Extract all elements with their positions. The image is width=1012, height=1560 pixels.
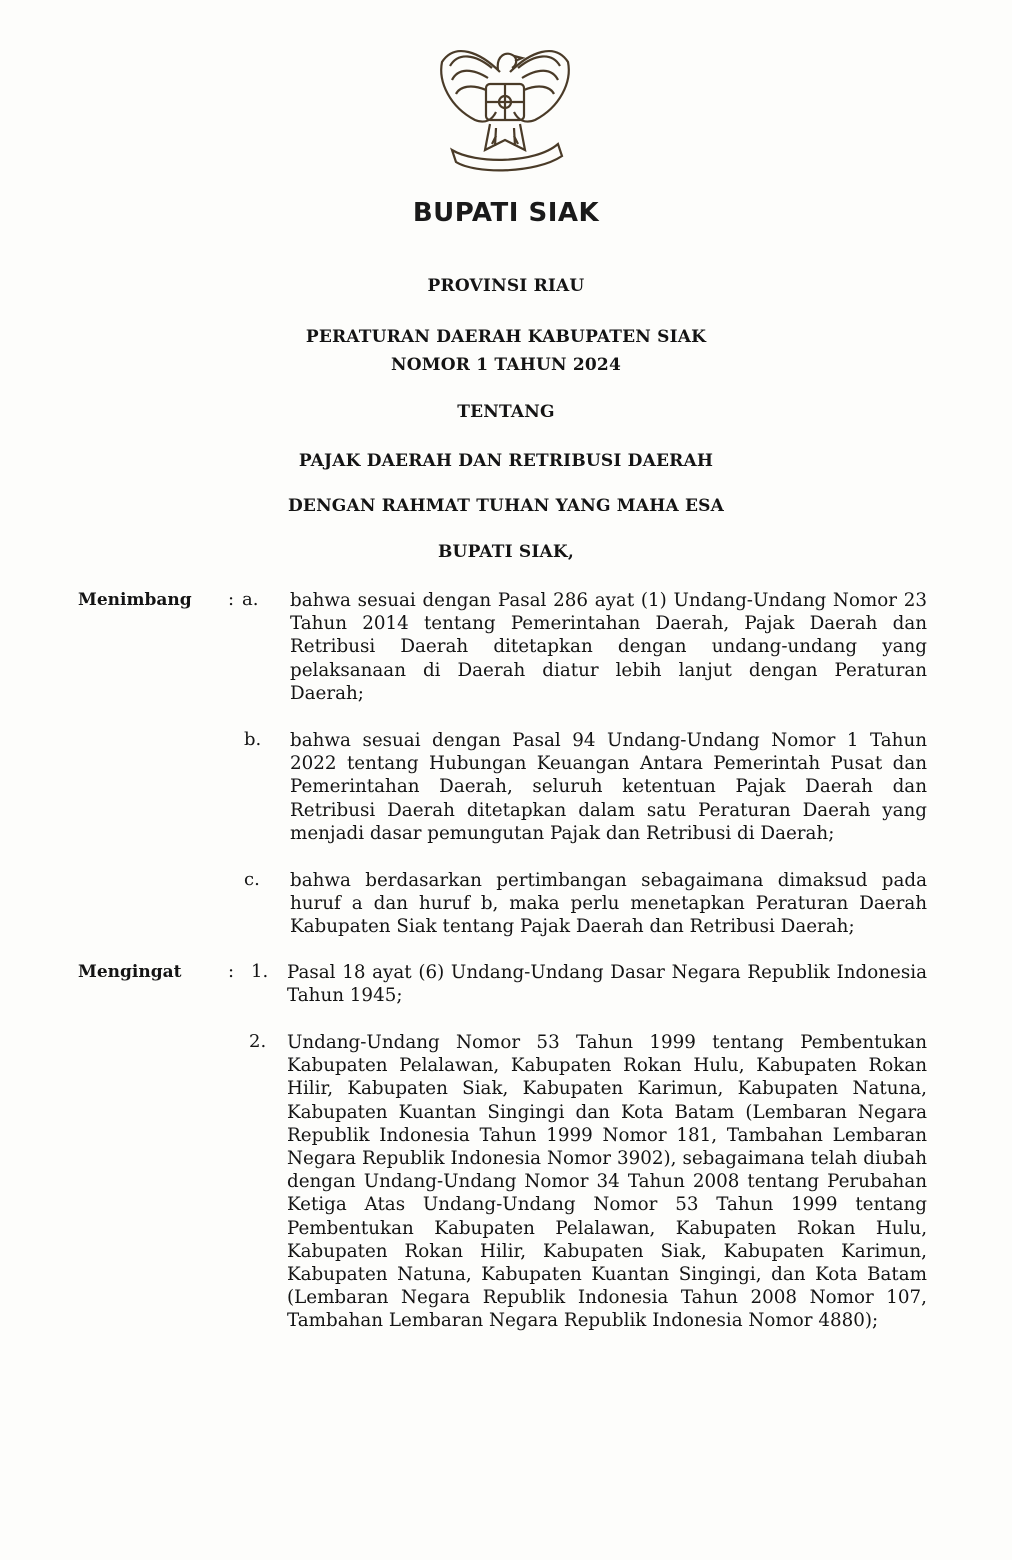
issuer-heading: BUPATI SIAK, bbox=[437, 542, 575, 562]
subject-heading: PAJAK DAERAH DAN RETRIBUSI DAERAH bbox=[298, 451, 714, 471]
mengingat-colon: : bbox=[228, 961, 235, 982]
menimbang-marker-a: a. bbox=[242, 589, 259, 610]
menimbang-item-b: bahwa sesuai dengan Pasal 94 Undang-Undang Nomor 1 Tahun 2022 tentang Hubungan Keuangan Antara Pemerintah Pusat dan Pemerintahan Daerah, seluruh ketentuan Pajak Daerah dan Retribusi Daerah ditetapkan dalam satu Peraturan Daerah yang menjadi dasar pemungutan Pajak dan Retribusi di Daerah; bbox=[290, 730, 927, 844]
menimbang-label: Menimbang bbox=[78, 590, 192, 610]
mengingat-item-2: Undang-Undang Nomor 53 Tahun 1999 tentang Pembentukan Kabupaten Pelalawan, Kabupaten Rokan Hulu, Kabupaten Rokan Hilir, Kabupaten Siak, Kabupaten Karimun, Kabupaten Natuna, Kabupaten Kuantan Singingi dan Kota Batam (Lembaran Negara Republik Indonesia Tahun 1999 Nomor 181, Tambahan Lembaran Negara Republik Indonesia Nomor 3902), sebagaimana telah diubah dengan Undang-Undang Nomor 34 Tahun 2008 tentang Perubahan Ketiga Atas Undang-Undang Nomor 53 Tahun 1999 tentang Pembentukan Kabupaten Pelalawan, Kabupaten Rokan Hulu, Kabupaten Rokan Hilir, Kabupaten Siak, Kabupaten Karimun, Kabupaten Natuna, Kabupaten Kuantan Singingi, dan Kota Batam (Lembaran Negara Republik Indonesia Tahun 2008 Nomor 107, Tambahan Lembaran Negara Republik Indonesia Nomor 4880); bbox=[287, 1032, 927, 1332]
document-title: BUPATI SIAK bbox=[412, 198, 600, 228]
menimbang-marker-b: b. bbox=[244, 729, 262, 750]
mengingat-marker-1: 1. bbox=[251, 961, 269, 982]
regulation-line-1: PERATURAN DAERAH KABUPATEN SIAK bbox=[305, 327, 707, 347]
garuda-emblem-icon bbox=[430, 32, 580, 182]
menimbang-item-a: bahwa sesuai dengan Pasal 286 ayat (1) Undang-Undang Nomor 23 Tahun 2014 tentang Pemerintahan Daerah, Pajak Daerah dan Retribusi Daerah ditetapkan dengan undang-undang yang pelaksanaan di Daerah diatur lebih lanjut dengan Peraturan Daerah; bbox=[290, 590, 927, 704]
regulation-line-2: NOMOR 1 TAHUN 2024 bbox=[391, 355, 621, 375]
preamble-heading: DENGAN RAHMAT TUHAN YANG MAHA ESA bbox=[287, 496, 725, 516]
menimbang-marker-c: c. bbox=[244, 869, 260, 890]
about-heading: TENTANG bbox=[457, 402, 555, 422]
mengingat-marker-2: 2. bbox=[249, 1031, 267, 1052]
menimbang-item-c: bahwa berdasarkan pertimbangan sebagaimana dimaksud pada huruf a dan huruf b, maka perlu menetapkan Peraturan Daerah Kabupaten Siak tentang Pajak Daerah dan Retribusi Daerah; bbox=[290, 870, 927, 938]
province-heading: PROVINSI RIAU bbox=[427, 276, 585, 296]
mengingat-item-1: Pasal 18 ayat (6) Undang-Undang Dasar Negara Republik Indonesia Tahun 1945; bbox=[287, 962, 927, 1007]
regulation-heading bbox=[0, 323, 1012, 379]
mengingat-label: Mengingat bbox=[78, 962, 182, 982]
menimbang-colon: : bbox=[228, 589, 235, 610]
